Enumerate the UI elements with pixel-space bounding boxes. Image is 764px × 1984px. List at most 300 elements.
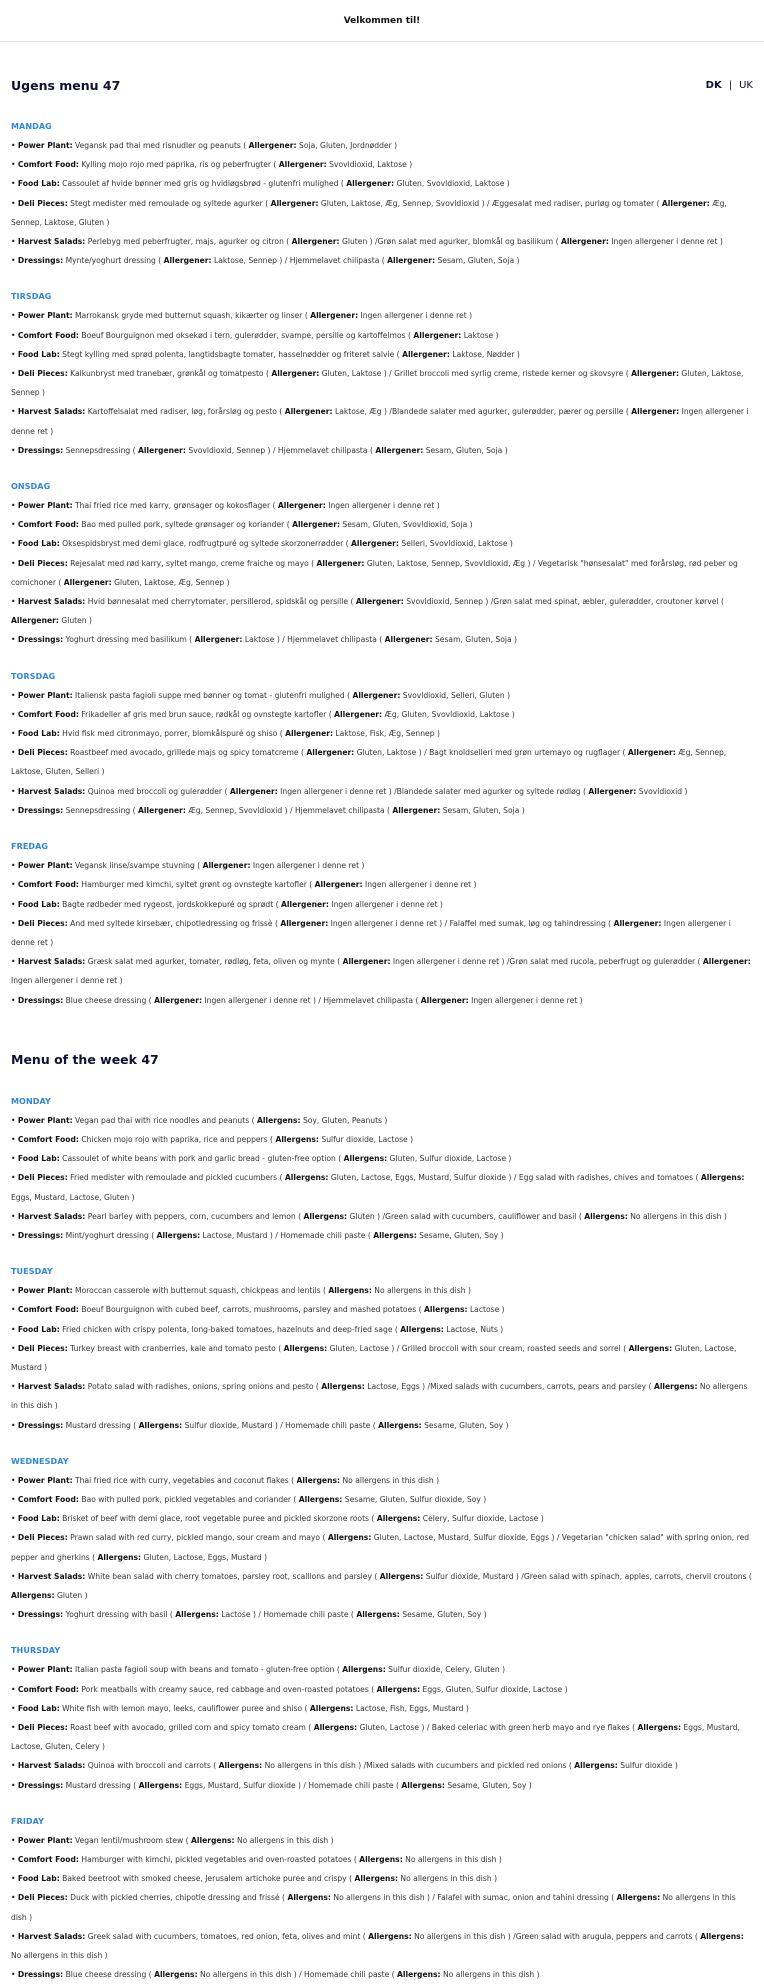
day-heading: ONSDAG [11,482,51,492]
item-category: Harvest Salads: [17,786,86,796]
menu-item: • Food Lab: Oksespidsbryst med demi glace, rodfrugtpuré og syltede skorzonerrødder ( Allergener: Selleri, Svovldioxid, Laktose ) [11,539,513,549]
allergen-label: Allergens: [359,1855,403,1865]
allergen-label: Allergener: [316,558,365,568]
item-category: Power Plant: [17,1286,73,1296]
menu-item: • Comfort Food: Chicken mojo rojo with paprika, rice and peppers ( Allergens: Sulfur dioxide, Lactose ) [11,1134,414,1144]
menu-item: • Deli Pieces: Duck with pickled cherries, chipotle dressing and frissé ( Allergens: No allergens in this dish ) / Falafel with sumac, onion and tahini dressing ( Allergens: No allergens in this dish ) [11,1893,736,1922]
allergen-list: No allergens in this dish ) / Homemade chili paste ( [200,1970,398,1980]
allergen-label: Allergener: [588,786,637,796]
menu-item: • Comfort Food: Kylling mojo rojo med paprika, ris og peberfrugter ( Allergener: Svovldioxid, Laktose ) [11,160,413,170]
menu-item: • Harvest Salads: Quinoa with broccoli and carrots ( Allergens: No allergens in this dish ) /Mixed salads with cucumbers and pickled red onions ( Allergens: Sulfur dioxide ) [11,1761,678,1771]
allergen-list: No allergens in this dish ) [11,1951,108,1961]
item-description: Kartoffelsalat med radiser, løg, forårsløg og pesto ( [87,407,285,417]
lang-divider: | [728,79,733,91]
top-bar [0,0,764,42]
item-description: Græsk salat med agurker, tomater, rødløg, feta, oliven og mynte ( [87,957,343,967]
item-category: Power Plant: [17,1475,73,1485]
allergen-label: Allergens: [97,1552,142,1562]
item-category: Harvest Salads: [17,597,86,607]
allergen-label: Allergener: [138,445,186,455]
allergen-label: Allergens: [616,1893,661,1903]
allergen-label: Allergener: [285,729,333,739]
allergen-label: Allergens: [637,1723,682,1732]
menu-item: • Food Lab: Hvid fisk med citronmayo, porrer, blomkålspuré og shiso ( Allergener: Laktose, Fisk, Æg, Sennep ) [11,729,440,739]
allergen-list: Gluten ) [56,1590,88,1600]
allergen-label: Allergens: [328,1286,372,1296]
allergen-list: No allergens in this dish ) [11,1893,736,1922]
menu-item: • Deli Pieces: Roastbeef med avocado, grillede majs og spicy tomatcreme ( Allergener: Gluten, Laktose ) / Bagt knoldselleri med grøn urtemayo og rugflager ( Allergener: Æg, Sennep, Laktose, Gluten, Selleri ) [11,748,727,777]
language-switcher [706,80,753,91]
allergen-label: Allergener: [270,198,319,208]
menu-header [11,77,753,93]
allergen-label: Allergener: [138,805,186,815]
allergen-list: Æg, Sennep, Svovldioxid ) / Hjemmelavet chilipasta ( [188,805,393,815]
item-description: Perlebyg med peberfrugter, majs, agurker og citron ( [87,237,292,247]
allergen-list: Sulfur dioxide ) [620,1761,678,1771]
item-description: Stegt kylling med sprød polenta, langtidsbagte tomater, hasselnødder og friteret salvie ( [62,349,403,359]
lang-uk-link[interactable]: UK [739,79,753,91]
item-category: Power Plant: [17,690,73,700]
allergen-list: Sesam, Gluten, Soja ) [425,445,508,455]
allergen-list: Sesam, Gluten, Svovldioxid, Soja ) [342,520,473,530]
item-category: Power Plant: [17,1665,73,1675]
item-description: White bean salad with cherry tomatoes, parsley root, scallions and parsley ( [87,1571,380,1581]
item-category: Food Lab: [17,899,60,909]
menu-item: • Deli Pieces: Stegt medister med remoulade og syltede agurker ( Allergener: Gluten, Laktose, Æg, Sennep, Svovldioxid ) / Æggesalat med radiser, purløg og tomater ( Allergener: Æg, Sennep, Laktose, Gluten ) [11,198,727,227]
allergen-list: Gluten ) [61,616,92,626]
item-description: Bao with pulled pork, pickled vegetables and coriander ( [81,1494,299,1504]
item-category: Deli Pieces: [17,558,68,568]
item-description: Yoghurt dressing with basil ( [65,1610,176,1620]
item-category: Dressings: [17,1610,64,1620]
item-description: Chicken mojo rojo with paprika, rice and peppers ( [81,1134,276,1144]
item-category: Dressings: [17,1970,64,1980]
allergen-list: Ingen allergener i denne ret ) [11,407,749,436]
menu-header [11,1052,753,1068]
welcome-text: Velkommen til! [343,15,421,26]
allergen-label: Allergens: [397,1970,441,1980]
menu-item: • Food Lab: Stegt kylling med sprød polenta, langtidsbagte tomater, hasselnødder og friteret salvie ( Allergener: Laktose, Nødder ) [11,349,520,359]
item-description: Sennepsdressing ( [65,445,139,455]
item-category: Deli Pieces: [17,1723,68,1732]
allergen-list: Laktose, Æg ) /Blandede salater med agurker, gulerødder, pærer og persille ( [335,407,632,417]
item-description: Boeuf Bourguignon med oksekød i tern, gulerødder, svampe, persille og kartoffelmos ( [81,330,414,340]
day-heading: TUESDAY [11,1267,53,1277]
item-description: Turkey breast with cranberries, kale and tomato pesto ( [70,1343,284,1353]
day-heading: FREDAG [11,842,49,852]
allergen-label: Allergens: [313,1723,358,1732]
allergen-list: Sesame, Gluten, Soy ) [402,1610,487,1620]
item-description: Bao med pulled pork, syltede grønsager og koriander ( [81,520,293,530]
menu-item: • Food Lab: Fried chicken with crispy polenta, long-baked tomatoes, hazelnuts and deep-fried sage ( Allergens: Lactose, Nuts ) [11,1324,504,1334]
allergen-list: Eggs, Mustard, Lactose, Gluten ) [11,1192,135,1202]
menu-item: • Deli Pieces: Rejesalat med rød karry, syltet mango, creme fraiche og mayo ( Allergener: Gluten, Laktose, Sennep, Svovldioxid, Æg ) / Vegetarisk "hønsesalat" med forårsløg, rød peber og cornichoner ( Allergener: Gluten, Laktose, Æg, Sennep ) [11,558,738,587]
item-description: Cassoulet af hvide bønner med gris og hvidløgsbrød - glutenfri mulighed ( [62,179,347,189]
item-category: Harvest Salads: [17,407,86,417]
allergen-label: Allergens: [584,1211,628,1221]
menu-item: • Deli Pieces: Fried medister with remoulade and pickled cucumbers ( Allergens: Gluten, Lactose, Eggs, Mustard, Sulfur dioxide ) / Egg salad with radishes, chives and tomatoes ( Allergens: Eggs, Mustard, Lactose, Gluten ) [11,1173,745,1202]
menu-item: • Dressings: Sennepsdressing ( Allergener: Æg, Sennep, Svovldioxid ) / Hjemmelavet chilipasta ( Allergener: Sesam, Gluten, Soja ) [11,805,525,815]
allergen-label: Allergens: [287,1893,331,1903]
allergen-label: Allergener: [310,311,359,321]
item-description: Stegt medister med remoulade og syltede agurker ( [70,198,271,208]
allergen-label: Allergener: [202,861,251,871]
allergen-label: Allergens: [574,1761,618,1771]
allergen-label: Allergener: [613,918,662,928]
allergen-list: Ingen allergener i denne ret ) / Falaffel med sumak, løg og tahindressing ( [330,918,614,928]
menu-item: • Power Plant: Vegan lentil/mushroom stew ( Allergens: No allergens in this dish ) [11,1835,334,1845]
allergen-list: Sesam, Gluten, Soja ) [434,635,517,645]
allergen-list: No allergens in this dish ) [11,1382,748,1411]
allergen-label: Allergens: [303,1211,348,1221]
item-description: Sennepsdressing ( [65,805,139,815]
allergen-list: Gluten, Lactose, Mustard, Sulfur dioxide, Eggs ) / Vegetarian "chicken salad" with spring onion, red pepper and gherkins ( [11,1533,750,1562]
item-description: Quinoa med broccoli og gulerødder ( [87,786,230,796]
allergen-label: Allergener: [334,709,383,719]
day-heading: WEDNESDAY [11,1456,69,1466]
menu-item: • Deli Pieces: And med syltede kirsebær, chipotledressing og frissè ( Allergener: Ingen allergener i denne ret ) / Falaffel med sumak, løg og tahindressing ( Allergener: Ingen allergener i denne ret ) [11,918,731,947]
item-description: Thai fried rice with curry, vegetables and coconut flakes ( [75,1475,297,1485]
item-description: Blue cheese dressing ( [65,1970,155,1980]
allergen-label: Allergens: [376,1514,421,1524]
item-category: Deli Pieces: [17,1893,68,1903]
allergen-list: Gluten, Lactose, Eggs, Mustard ) [143,1552,268,1562]
item-category: Food Lab: [17,1874,60,1884]
allergen-label: Allergens: [401,1780,445,1790]
menu-item: • Deli Pieces: Prawn salad with red curry, pickled mango, sour cream and mayo ( Allergens: Gluten, Lactose, Mustard, Sulfur dioxide, Eggs ) / Vegetarian "chicken salad" with spring onion, red pepper and gherkins ( Allergens: Gluten, Lactose, Eggs, Mustard ) [11,1533,750,1562]
menu-item: • Comfort Food: Bao with pulled pork, pickled vegetables and coriander ( Allergens: Sesame, Gluten, Sulfur dioxide, Soy ) [11,1494,487,1504]
allergen-list: No allergens in this dish ) [342,1475,440,1485]
item-description: Mynte/yoghurt dressing ( [65,256,164,266]
item-description: Bagte rødbeder med rygeost, jordskokkepuré og sprødt ( [62,899,282,909]
lang-dk-link[interactable]: DK [705,79,722,91]
allergen-list: Ingen allergener i denne ret ) [328,501,440,511]
menu-item: • Deli Pieces: Kalkunbryst med tranebær, grønkål og tomatpesto ( Allergener: Gluten, Laktose ) / Grillet broccoli med syrlig creme, ristede kerner og skovsyre ( Allergener: Gluten, Laktose, Sennep ) [11,369,744,398]
menu-item: • Harvest Salads: Quinoa med broccoli og gulerødder ( Allergener: Ingen allergener i denne ret ) /Blandede salater med agurker og syltede rødløg ( Allergener: Svovldioxid ) [11,786,688,796]
item-category: Dressings: [17,805,64,815]
day-heading: FRIDAY [11,1816,45,1826]
allergen-label: Allergener: [627,748,676,758]
allergen-list: Ingen allergener i denne ret ) [364,880,477,890]
item-category: Harvest Salads: [17,237,86,247]
allergen-label: Allergens: [327,1533,372,1543]
allergen-label: Allergener: [63,577,112,587]
item-category: Power Plant: [17,141,73,150]
allergen-list: Laktose, Nødder ) [452,349,520,359]
menu-item: • Power Plant: Vegansk pad thai med risnudler og peanuts ( Allergener: Soja, Gluten, Jordnødder ) [11,141,398,150]
day-heading: THURSDAY [11,1646,61,1656]
item-description: Kalkunbryst med tranebær, grønkål og tomatpesto ( [70,369,272,379]
allergen-label: Allergener: [306,748,355,758]
item-category: Comfort Food: [17,709,79,719]
allergen-list: Gluten ) /Grøn salat med agurker, blomkål og basilikum ( [342,237,561,247]
allergen-list: Sesame, Gluten, Sulfur dioxide, Soy ) [344,1494,487,1504]
allergen-list: Gluten, Laktose ) / Grillet broccoli med syrlig creme, ristede kerner og skovsyre ( [321,369,632,379]
item-category: Harvest Salads: [17,1931,86,1941]
item-description: Oksespidsbryst med demi glace, rodfrugtpuré og syltede skorzonerrødder ( [62,539,352,549]
menu-item: • Comfort Food: Boeuf Bourguignon med oksekød i tern, gulerødder, svampe, persille og kartoffelmos ( Allergener: Laktose ) [11,330,499,340]
menu-item: • Comfort Food: Hamburger with kimchi, pickled vegetables and oven-roasted potatoes ( Allergens: No allergens in this dish ) [11,1855,502,1865]
menu-item: • Power Plant: Italian pasta fagioli soup with beans and tomato - gluten-free option ( Allergens: Sulfur dioxide, Celery, Gluten ) [11,1665,506,1675]
allergen-label: Allergens: [283,1343,328,1353]
menu-item: • Harvest Salads: Kartoffelsalat med radiser, løg, forårsløg og pesto ( Allergener: Laktose, Æg ) /Blandede salater med agurker, gulerødder, pærer og persille ( Allergener: Ingen allergener i denne ret ) [11,407,749,436]
allergen-label: Allergens: [376,1684,421,1694]
allergen-label: Allergens: [309,1703,354,1713]
allergen-list: Gluten, Lactose ) / Baked celeriac with green herb mayo and rye flakes ( [359,1723,638,1732]
menu-item: • Harvest Salads: Potato salad with radishes, onions, spring onions and pesto ( Allergens: Lactose, Eggs ) /Mixed salads with cucumbers, carrots, pears and parsley ( Allergens: No allergens in this dish ) [11,1382,748,1411]
allergen-list: No allergens in this dish ) / Falafel with sumac, onion and tahini dressing ( [333,1893,617,1903]
allergen-label: Allergener: [11,616,59,626]
menu-item: • Dressings: Blue cheese dressing ( Allergener: Ingen allergener i denne ret ) / Hjemmelavet chilipasta ( Allergener: Ingen allergener i denne ret ) [11,995,583,1005]
allergen-list: Ingen allergener i denne ret ) [471,995,583,1005]
menu-item: • Comfort Food: Frikadeller af gris med brun sauce, rødkål og ovnstegte kartofler ( Allergener: Æg, Gluten, Svovldioxid, Laktose ) [11,709,515,719]
allergen-list: No allergens in this dish ) /Mixed salads with cucumbers and pickled red onions ( [264,1761,575,1771]
menu-item: • Deli Pieces: Turkey breast with cranberries, kale and tomato pesto ( Allergens: Gluten, Lactose ) / Grilled broccoli with sour cream, roasted seeds and sorrel ( Allergens: Gluten, Lactose, Mustard ) [11,1343,737,1372]
allergen-list: Gluten, Lactose ) / Grilled broccoli with sour cream, roasted seeds and sorrel ( [329,1343,629,1353]
item-category: Deli Pieces: [17,1533,68,1543]
allergen-label: Allergens: [368,1931,412,1941]
allergen-list: Gluten, Sulfur dioxide, Lactose ) [389,1154,512,1164]
item-description: Hvid bønnesalat med cherrytomater, persillerod, spidskål og persille ( [87,597,356,607]
allergen-list: Gluten, Laktose, Sennep, Svovldioxid, Æg ) / Vegetarisk "hønsesalat" med forårsløg, rød peber og cornichoner ( [11,558,738,587]
item-description: White fish with lemon mayo, leeks, cauliflower puree and shiso ( [62,1703,310,1713]
item-description: Mustard dressing ( [65,1420,139,1430]
allergen-list: Selleri, Svovldioxid, Laktose ) [401,539,513,549]
allergen-list: Eggs, Gluten, Sulfur dioxide, Lactose ) [422,1684,568,1694]
allergen-list: Svovldioxid ) [638,786,688,796]
allergen-label: Allergens: [700,1931,744,1941]
item-description: Pork meatballs with creamy sauce, red cabbage and oven-roasted potatoes ( [81,1684,377,1694]
item-category: Dressings: [17,445,64,455]
allergen-list: Laktose ) / Hjemmelavet chilipasta ( [244,635,385,645]
allergen-list: No allergens in this dish ) [400,1874,498,1884]
item-category: Comfort Food: [17,1134,79,1144]
allergen-list: Sulfur dioxide, Lactose ) [321,1134,414,1144]
item-category: Dressings: [17,1780,64,1790]
item-description: Italiensk pasta fagioli suppe med bønner og tomat - glutenfri mulighed ( [75,690,353,700]
allergen-list: Æg, Sennep, Laktose, Gluten ) [11,198,727,227]
allergen-label: Allergener: [163,256,212,266]
menu-title: Menu of the week 47 [11,1052,159,1068]
menu-item: • Power Plant: Italiensk pasta fagioli suppe med bønner og tomat - glutenfri mulighed ( Allergener: Svovldioxid, Selleri, Gluten ) [11,690,511,700]
item-description: Mint/yoghurt dressing ( [65,1230,157,1240]
allergen-list: Gluten ) /Green salad with cucumbers, cauliflower and basil ( [349,1211,585,1221]
allergen-list: Gluten, Laktose, Æg, Sennep, Svovldioxid ) / Æggesalat med radiser, purløg og tomater ( [320,198,662,208]
item-category: Harvest Salads: [17,957,86,967]
allergen-list: Gluten, Svovldioxid, Laktose ) [396,179,510,189]
allergen-list: Laktose ) [463,330,499,340]
allergen-list: Lactose ) / Homemade chili paste ( [221,1610,357,1620]
allergen-label: Allergener: [271,369,320,379]
item-category: Harvest Salads: [17,1571,86,1581]
allergen-label: Allergens: [296,1475,341,1485]
menu-item: • Harvest Salads: Perlebyg med peberfrugter, majs, agurker og citron ( Allergener: Gluten ) /Grøn salat med agurker, blomkål og basilikum ( Allergener: Ingen allergener i denne ret ) [11,237,723,247]
item-category: Deli Pieces: [17,1343,68,1353]
item-description: Quinoa with broccoli and carrots ( [87,1761,219,1771]
item-description: Cassoulet of white beans with pork and garlic bread - gluten-free option ( [62,1154,344,1164]
allergen-list: Lactose, Fish, Eggs, Mustard ) [355,1703,469,1713]
allergen-list: Ingen allergener i denne ret ) /Blandede salater med agurker og syltede rødløg ( [280,786,589,796]
item-category: Power Plant: [17,1835,73,1845]
item-description: Hamburger with kimchi, pickled vegetables and oven-roasted potatoes ( [81,1855,360,1865]
allergen-label: Allergener: [291,237,340,247]
menu-item: • Food Lab: Cassoulet of white beans with pork and garlic bread - gluten-free option ( Allergens: Gluten, Sulfur dioxide, Lactose ) [11,1154,512,1164]
allergen-label: Allergens: [256,1115,301,1125]
allergen-label: Allergens: [218,1761,263,1771]
item-category: Power Plant: [17,501,73,511]
menu-item: • Dressings: Mustard dressing ( Allergens: Sulfur dioxide, Mustard ) / Homemade chili paste ( Allergens: Sesame, Gluten, Soy ) [11,1420,509,1430]
allergen-list: No allergens in this dish ) [236,1835,334,1845]
allergen-list: Sesam, Gluten, Soja ) [437,256,520,266]
allergen-label: Allergener: [402,349,450,359]
allergen-label: Allergener: [355,597,404,607]
item-description: Moroccan casserole with butternut squash, chickpeas and lentils ( [75,1286,329,1296]
allergen-list: Sesam, Gluten, Soja ) [442,805,525,815]
allergen-list: Sulfur dioxide, Celery, Gluten ) [388,1665,506,1675]
allergen-list: No allergens in this dish ) [405,1855,502,1865]
allergen-list: Gluten, Laktose ) / Bagt knoldselleri med grøn urtemayo og rugflager ( [356,748,628,758]
item-category: Deli Pieces: [17,748,68,758]
menu-item: • Food Lab: Brisket of beef with demi glace, root vegetable puree and pickled skorzone roots ( Allergens: Celery, Sulfur dioxide, Lactose ) [11,1514,544,1524]
item-description: Kylling mojo rojo med paprika, ris og peberfrugter ( [81,160,279,170]
item-description: Frikadeller af gris med brun sauce, rødkål og ovnstegte kartofler ( [81,709,335,719]
item-category: Power Plant: [17,861,73,871]
item-category: Comfort Food: [17,1494,79,1504]
menu-content [0,77,764,1984]
allergen-label: Allergens: [354,1874,398,1884]
allergen-label: Allergens: [11,1590,55,1600]
allergen-list: Laktose, Sennep ) / Hjemmelavet chilipasta ( [213,256,388,266]
item-description: Blue cheese dressing ( [65,995,155,1005]
item-description: And med syltede kirsebær, chipotledressing og frissè ( [70,918,281,928]
item-description: Pearl barley with peppers, corn, cucumbers and lemon ( [87,1211,304,1221]
allergen-list: Svovldioxid, Laktose ) [329,160,413,170]
allergen-label: Allergens: [628,1343,673,1353]
allergen-list: Soy, Gluten, Peanuts ) [302,1115,388,1125]
allergen-label: Allergener: [631,407,680,417]
item-category: Deli Pieces: [17,369,68,379]
allergen-list: No allergens in this dish ) [630,1211,727,1221]
allergen-label: Allergens: [298,1494,343,1504]
item-category: Dressings: [17,256,64,266]
allergen-label: Allergener: [351,539,399,549]
allergen-label: Allergener: [281,899,329,909]
day-heading: MONDAY [11,1096,51,1106]
allergen-label: Allergens: [275,1134,319,1144]
item-description: Thai fried rice med karry, grønsager og kokosflager ( [75,501,278,511]
allergen-label: Allergener: [284,407,333,417]
allergen-list: Ingen allergener i denne ret ) /Grøn salat med rucola, peberfrugt og gulerødder ( [392,957,703,967]
item-category: Comfort Food: [17,160,79,170]
menu-item: • Food Lab: Cassoulet af hvide bønner med gris og hvidløgsbrød - glutenfri mulighed ( Allergener: Gluten, Svovldioxid, Laktose ) [11,179,510,189]
menu-item: • Dressings: Mustard dressing ( Allergens: Eggs, Mustard, Sulfur dioxide ) / Homemade chili paste ( Allergens: Sesame, Gluten, Soy ) [11,1780,532,1790]
item-description: Yoghurt dressing med basilikum ( [65,635,195,645]
menu-item: • Food Lab: Baked beetroot with smoked cheese, Jerusalem artichoke puree and crispy ( Allergens: No allergens in this dish ) [11,1874,498,1884]
allergen-list: Ingen allergener i denne ret ) [331,899,443,909]
allergen-list: Sesame, Gluten, Soy ) [447,1780,532,1790]
allergen-list: Gluten, Laktose, Sennep ) [11,369,744,398]
allergen-label: Allergens: [284,1173,329,1183]
allergen-label: Allergener: [392,805,441,815]
menu-item: • Comfort Food: Hamburger med kimchi, syltet grønt og ovnstegte kartofler ( Allergener: Ingen allergener i denne ret ) [11,880,477,890]
menu-item: • Harvest Salads: Hvid bønnesalat med cherrytomater, persillerod, spidskål og persille ( Allergener: Svovldioxid, Sennep ) /Grøn salat med spinat, æbler, gulerødder, croutoner kørvel ( Allergener: Gluten ) [11,597,724,626]
item-description: Baked beetroot with smoked cheese, Jerusalem artichoke puree and crispy ( [62,1874,355,1884]
allergen-list: Laktose, Fisk, Æg, Sennep ) [335,729,440,739]
allergen-label: Allergener: [229,786,278,796]
item-description: Vegansk linse/svampe stuvning ( [75,861,203,871]
menu-item: • Harvest Salads: Græsk salat med agurker, tomater, rødløg, feta, oliven og mynte ( Allergener: Ingen allergener i denne ret ) /Grøn salat med rucola, peberfrugt og gulerødder ( Allergener: Ingen allergener i denne ret ) [11,957,751,986]
allergen-list: Ingen allergener i denne ret ) / Hjemmelavet chilipasta ( [204,995,421,1005]
allergen-list: Lactose, Eggs ) /Mixed salads with cucumbers, carrots, pears and parsley ( [367,1382,654,1392]
allergen-label: Allergens: [700,1173,745,1183]
item-category: Comfort Food: [17,1305,79,1315]
item-category: Harvest Salads: [17,1211,86,1221]
menu-item: • Harvest Salads: Pearl barley with peppers, corn, cucumbers and lemon ( Allergens: Gluten ) /Green salad with cucumbers, cauliflower and basil ( Allergens: No allergens in this dish ) [11,1211,727,1221]
item-category: Deli Pieces: [17,198,68,208]
item-category: Dressings: [17,1230,64,1240]
allergen-label: Allergener: [375,445,424,455]
allergen-list: Eggs, Mustard, Lactose, Gluten, Celery ) [11,1723,740,1752]
item-category: Comfort Food: [17,880,79,890]
allergen-list: Ingen allergener i denne ret ) [360,311,473,321]
allergen-list: Gluten, Lactose, Eggs, Mustard, Sulfur dioxide ) / Egg salad with radishes, chives and tomatoes ( [330,1173,701,1183]
item-description: Potato salad with radishes, onions, spring onions and pesto ( [87,1382,322,1392]
allergen-label: Allergens: [373,1230,417,1240]
item-category: Deli Pieces: [17,1173,68,1183]
allergen-label: Allergens: [378,1420,422,1430]
allergen-list: Sesame, Gluten, Soy ) [419,1230,504,1240]
allergen-label: Allergens: [379,1571,424,1581]
allergen-label: Allergener: [387,256,436,266]
allergen-list: Sesame, Gluten, Soy ) [424,1420,509,1430]
allergen-label: Allergens: [321,1382,365,1392]
menu-item: • Dressings: Mint/yoghurt dressing ( Allergens: Lactose, Mustard ) / Homemade chili paste ( Allergens: Sesame, Gluten, Soy ) [11,1230,504,1240]
allergen-list: Sulfur dioxide, Mustard ) / Homemade chili paste ( [184,1420,379,1430]
day-heading: TORSDAG [11,671,56,681]
item-description: Marrokansk gryde med butternut squash, kikærter og linser ( [75,311,311,321]
allergen-label: Allergens: [342,1665,386,1675]
item-description: Greek salad with cucumbers, tomatoes, red onion, feta, olives and mint ( [87,1931,369,1941]
item-description: Hvid fisk med citronmayo, porrer, blomkålspuré og shiso ( [62,729,286,739]
allergen-label: Allergens: [424,1305,468,1315]
allergen-label: Allergener: [314,880,363,890]
menu-item: • Power Plant: Thai fried rice med karry, grønsager og kokosflager ( Allergener: Ingen allergener i denne ret ) [11,501,440,511]
menu-item: • Power Plant: Vegan pad thai with rice noodles and peanuts ( Allergens: Soy, Gluten, Peanuts ) [11,1115,388,1125]
allergen-list: Ingen allergener i denne ret ) [252,861,365,871]
item-description: Prawn salad with red curry, pickled mango, sour cream and mayo ( [70,1533,328,1543]
allergen-label: Allergens: [356,1610,400,1620]
menu-item: • Deli Pieces: Roast beef with avocado, grilled corn and spicy tomato cream ( Allergens: Gluten, Lactose ) / Baked celeriac with green herb mayo and rye flakes ( Allergens: Eggs, Mustard, Lactose, Gluten, Celery ) [11,1723,740,1752]
menu-title: Ugens menu 47 [11,77,121,93]
allergen-label: Allergens: [653,1382,698,1392]
allergen-label: Allergener: [248,141,297,150]
item-category: Dressings: [17,635,64,645]
menu-item: • Harvest Salads: White bean salad with cherry tomatoes, parsley root, scallions and parsley ( Allergens: Sulfur dioxide, Mustard ) /Green salad with spinach, apples, carrots, chervil croutons ( Allergens: Gluten ) [11,1571,752,1600]
item-description: Rejesalat med rød karry, syltet mango, creme fraiche og mayo ( [70,558,317,568]
item-category: Food Lab: [17,1324,60,1334]
allergen-label: Allergener: [413,330,462,340]
item-category: Comfort Food: [17,330,79,340]
menu-item: • Dressings: Mynte/yoghurt dressing ( Allergener: Laktose, Sennep ) / Hjemmelavet chilipasta ( Allergener: Sesam, Gluten, Soja ) [11,256,520,266]
allergen-label: Allergener: [154,995,202,1005]
item-description: Vegan pad thai with rice noodles and peanuts ( [75,1115,257,1125]
menu-item: • Power Plant: Marrokansk gryde med butternut squash, kikærter og linser ( Allergener: Ingen allergener i denne ret ) [11,311,473,321]
allergen-label: Allergener: [194,635,243,645]
allergen-label: Allergener: [277,501,326,511]
item-category: Comfort Food: [17,1684,79,1694]
item-category: Food Lab: [17,1703,60,1713]
item-description: Roastbeef med avocado, grillede majs og spicy tomatcreme ( [70,748,307,758]
